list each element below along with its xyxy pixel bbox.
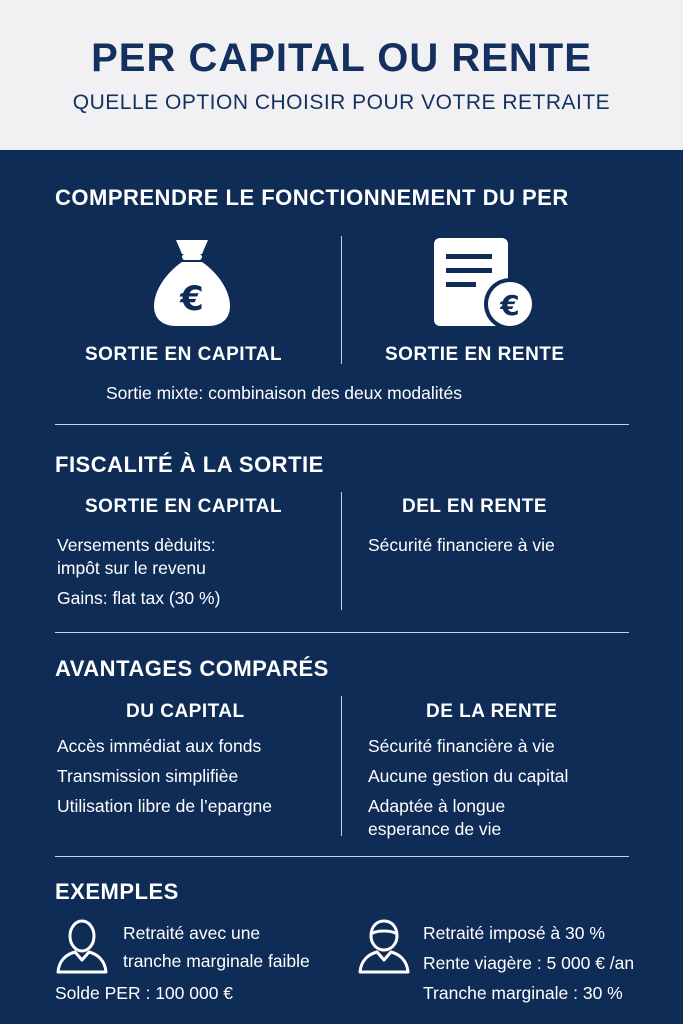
label-sortie-rente: SORTIE EN RENTE (385, 344, 565, 365)
fiscalite-rente-line: Sécurité financiere à vie (368, 535, 555, 555)
svg-text:€: € (500, 289, 520, 322)
note-sortie-mixte: Sortie mixte: combinaison des deux modalités (106, 383, 463, 403)
section-title-comprendre: COMPRENDRE LE FONCTIONNEMENT DU PER (55, 185, 569, 210)
avantage-capital-item: Accès immédiat aux fonds (57, 736, 262, 756)
section-title-exemples: EXEMPLES (55, 879, 179, 904)
section-divider (55, 632, 629, 633)
avantage-rente-item: Aucune gestion du capital (368, 766, 569, 786)
column-divider (341, 696, 342, 836)
fiscalite-capital-line: impôt sur le revenu (57, 558, 206, 578)
avantages-rente-head: DE LA RENTE (426, 701, 558, 722)
document-euro-icon (432, 236, 538, 332)
avantage-rente-item: Adaptée à longue (368, 796, 506, 816)
money-bag-euro-icon (152, 236, 232, 328)
main-content (0, 150, 683, 1024)
example-right-line: Tranche marginale : 30 % (423, 983, 623, 1003)
example-left-line: tranche marginale faible (123, 951, 310, 971)
column-divider (341, 492, 342, 610)
person-icon (55, 918, 109, 974)
page-subtitle: QUELLE OPTION CHOISIR POUR VOTRE RETRAITE (72, 91, 611, 114)
fiscalite-capital-line: Gains: flat tax (30 %) (57, 588, 221, 608)
avantage-rente-item: Sécurité financière à vie (368, 736, 555, 756)
column-divider (341, 236, 342, 364)
avantage-capital-item: Transmission simplifièe (57, 766, 239, 786)
person-icon (357, 918, 411, 974)
avantage-capital-item: Utilisation libre de l’epargne (57, 796, 272, 816)
fiscalite-capital-line: Versements dèduits: (57, 535, 216, 555)
section-divider (55, 424, 629, 425)
page-title: PER CAPITAL OU RENTE (91, 36, 592, 80)
fiscalite-rente-head: DEL EN RENTE (402, 496, 548, 517)
avantages-capital-head: DU CAPITAL (126, 701, 245, 722)
section-divider (55, 856, 629, 857)
fiscalite-capital-head: SORTIE EN CAPITAL (85, 496, 283, 517)
header (0, 0, 683, 150)
section-title-fiscalite: FISCALITÉ À LA SORTIE (55, 452, 324, 477)
svg-text:€: € (180, 279, 204, 319)
example-left-balance: Solde PER : 100 000 € (55, 983, 234, 1003)
example-right-line: Retraité imposé à 30 % (423, 923, 605, 943)
label-sortie-capital: SORTIE EN CAPITAL (85, 344, 283, 365)
example-right-line: Rente viagère : 5 000 € /an (423, 953, 635, 973)
section-title-avantages: AVANTAGES COMPARÉS (55, 656, 329, 681)
example-left-line: Retraité avec une (123, 923, 261, 943)
avantage-rente-item: esperance de vie (368, 819, 502, 839)
